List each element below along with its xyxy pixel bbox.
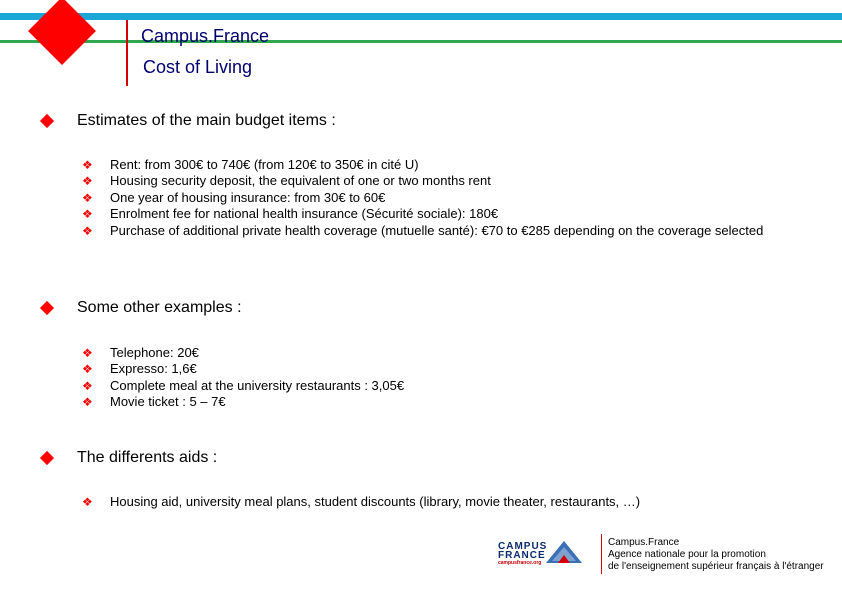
footer-line2: Agence nationale pour la promotion xyxy=(608,549,766,560)
bullet-icon: ❖ xyxy=(82,190,93,205)
campus-france-logo xyxy=(498,542,547,566)
list-item: ❖ Telephone: 20€ xyxy=(82,345,199,360)
section-heading-budget xyxy=(38,112,336,130)
diamond-bullet-icon xyxy=(40,451,54,465)
bullet-icon: ❖ xyxy=(82,158,93,172)
logo-url: campusfrance.org xyxy=(498,560,542,566)
list-item: ❖ Movie ticket : 5 – 7€ xyxy=(82,394,226,410)
bullet-icon: ❖ xyxy=(82,495,93,509)
bullet-icon: ❖ xyxy=(82,378,93,393)
diamond-bullet-icon xyxy=(40,114,54,128)
list-item: ❖ Expresso: 1,6€ xyxy=(82,361,197,377)
section-heading-examples xyxy=(38,299,242,317)
footer-divider xyxy=(601,534,602,574)
footer-org: Campus.France xyxy=(608,537,680,548)
logo-diamond-icon xyxy=(28,0,96,65)
list-item: ❖ Complete meal at the university restaurants : 3,05€ xyxy=(82,377,405,393)
list-item: ❖ Purchase of additional private health coverage (mutuelle santé): €70 to €285 depending on the coverage selected xyxy=(82,222,764,238)
list-item: ❖ One year of housing insurance: from 30€ to 60€ xyxy=(82,189,386,205)
header-stripe-blue xyxy=(0,13,842,20)
bullet-icon: ❖ xyxy=(82,395,93,410)
bullet-icon: ❖ xyxy=(82,346,93,360)
logo-word-campus: CAMPUS xyxy=(498,541,548,552)
bullet-icon: ❖ xyxy=(82,174,93,189)
list-item: ❖ Housing security deposit, the equivalent of one or two months rent xyxy=(82,173,491,189)
aids-list xyxy=(82,494,794,510)
bullet-icon: ❖ xyxy=(82,207,93,222)
bullet-icon: ❖ xyxy=(82,223,93,238)
diamond-bullet-icon xyxy=(40,301,54,315)
list-item: ❖ Housing aid, university meal plans, student discounts (library, movie theater, restaurants, …) xyxy=(82,494,641,509)
budget-list xyxy=(82,157,794,239)
logo-word-france: FRANCE xyxy=(498,550,546,561)
section-heading-text: The differents aids : xyxy=(77,449,218,466)
footer-line3: de l'enseignement supérieur français à l'étranger xyxy=(608,561,824,572)
footer-text xyxy=(608,537,824,573)
header-org: Campus.France xyxy=(141,26,270,46)
section-heading-text: Estimates of the main budget items : xyxy=(77,112,336,129)
list-item: ❖ Rent: from 300€ to 740€ (from 120€ to 350€ in cité U) xyxy=(82,157,419,172)
page-title: Cost of Living xyxy=(143,57,253,77)
section-heading-text: Some other examples : xyxy=(77,299,242,316)
section-heading-aids xyxy=(38,449,217,467)
bullet-icon: ❖ xyxy=(82,362,93,377)
header-divider xyxy=(126,20,128,86)
list-item: ❖ Enrolment fee for national health insurance (Sécurité sociale): 180€ xyxy=(82,206,499,222)
examples-list xyxy=(82,345,794,411)
